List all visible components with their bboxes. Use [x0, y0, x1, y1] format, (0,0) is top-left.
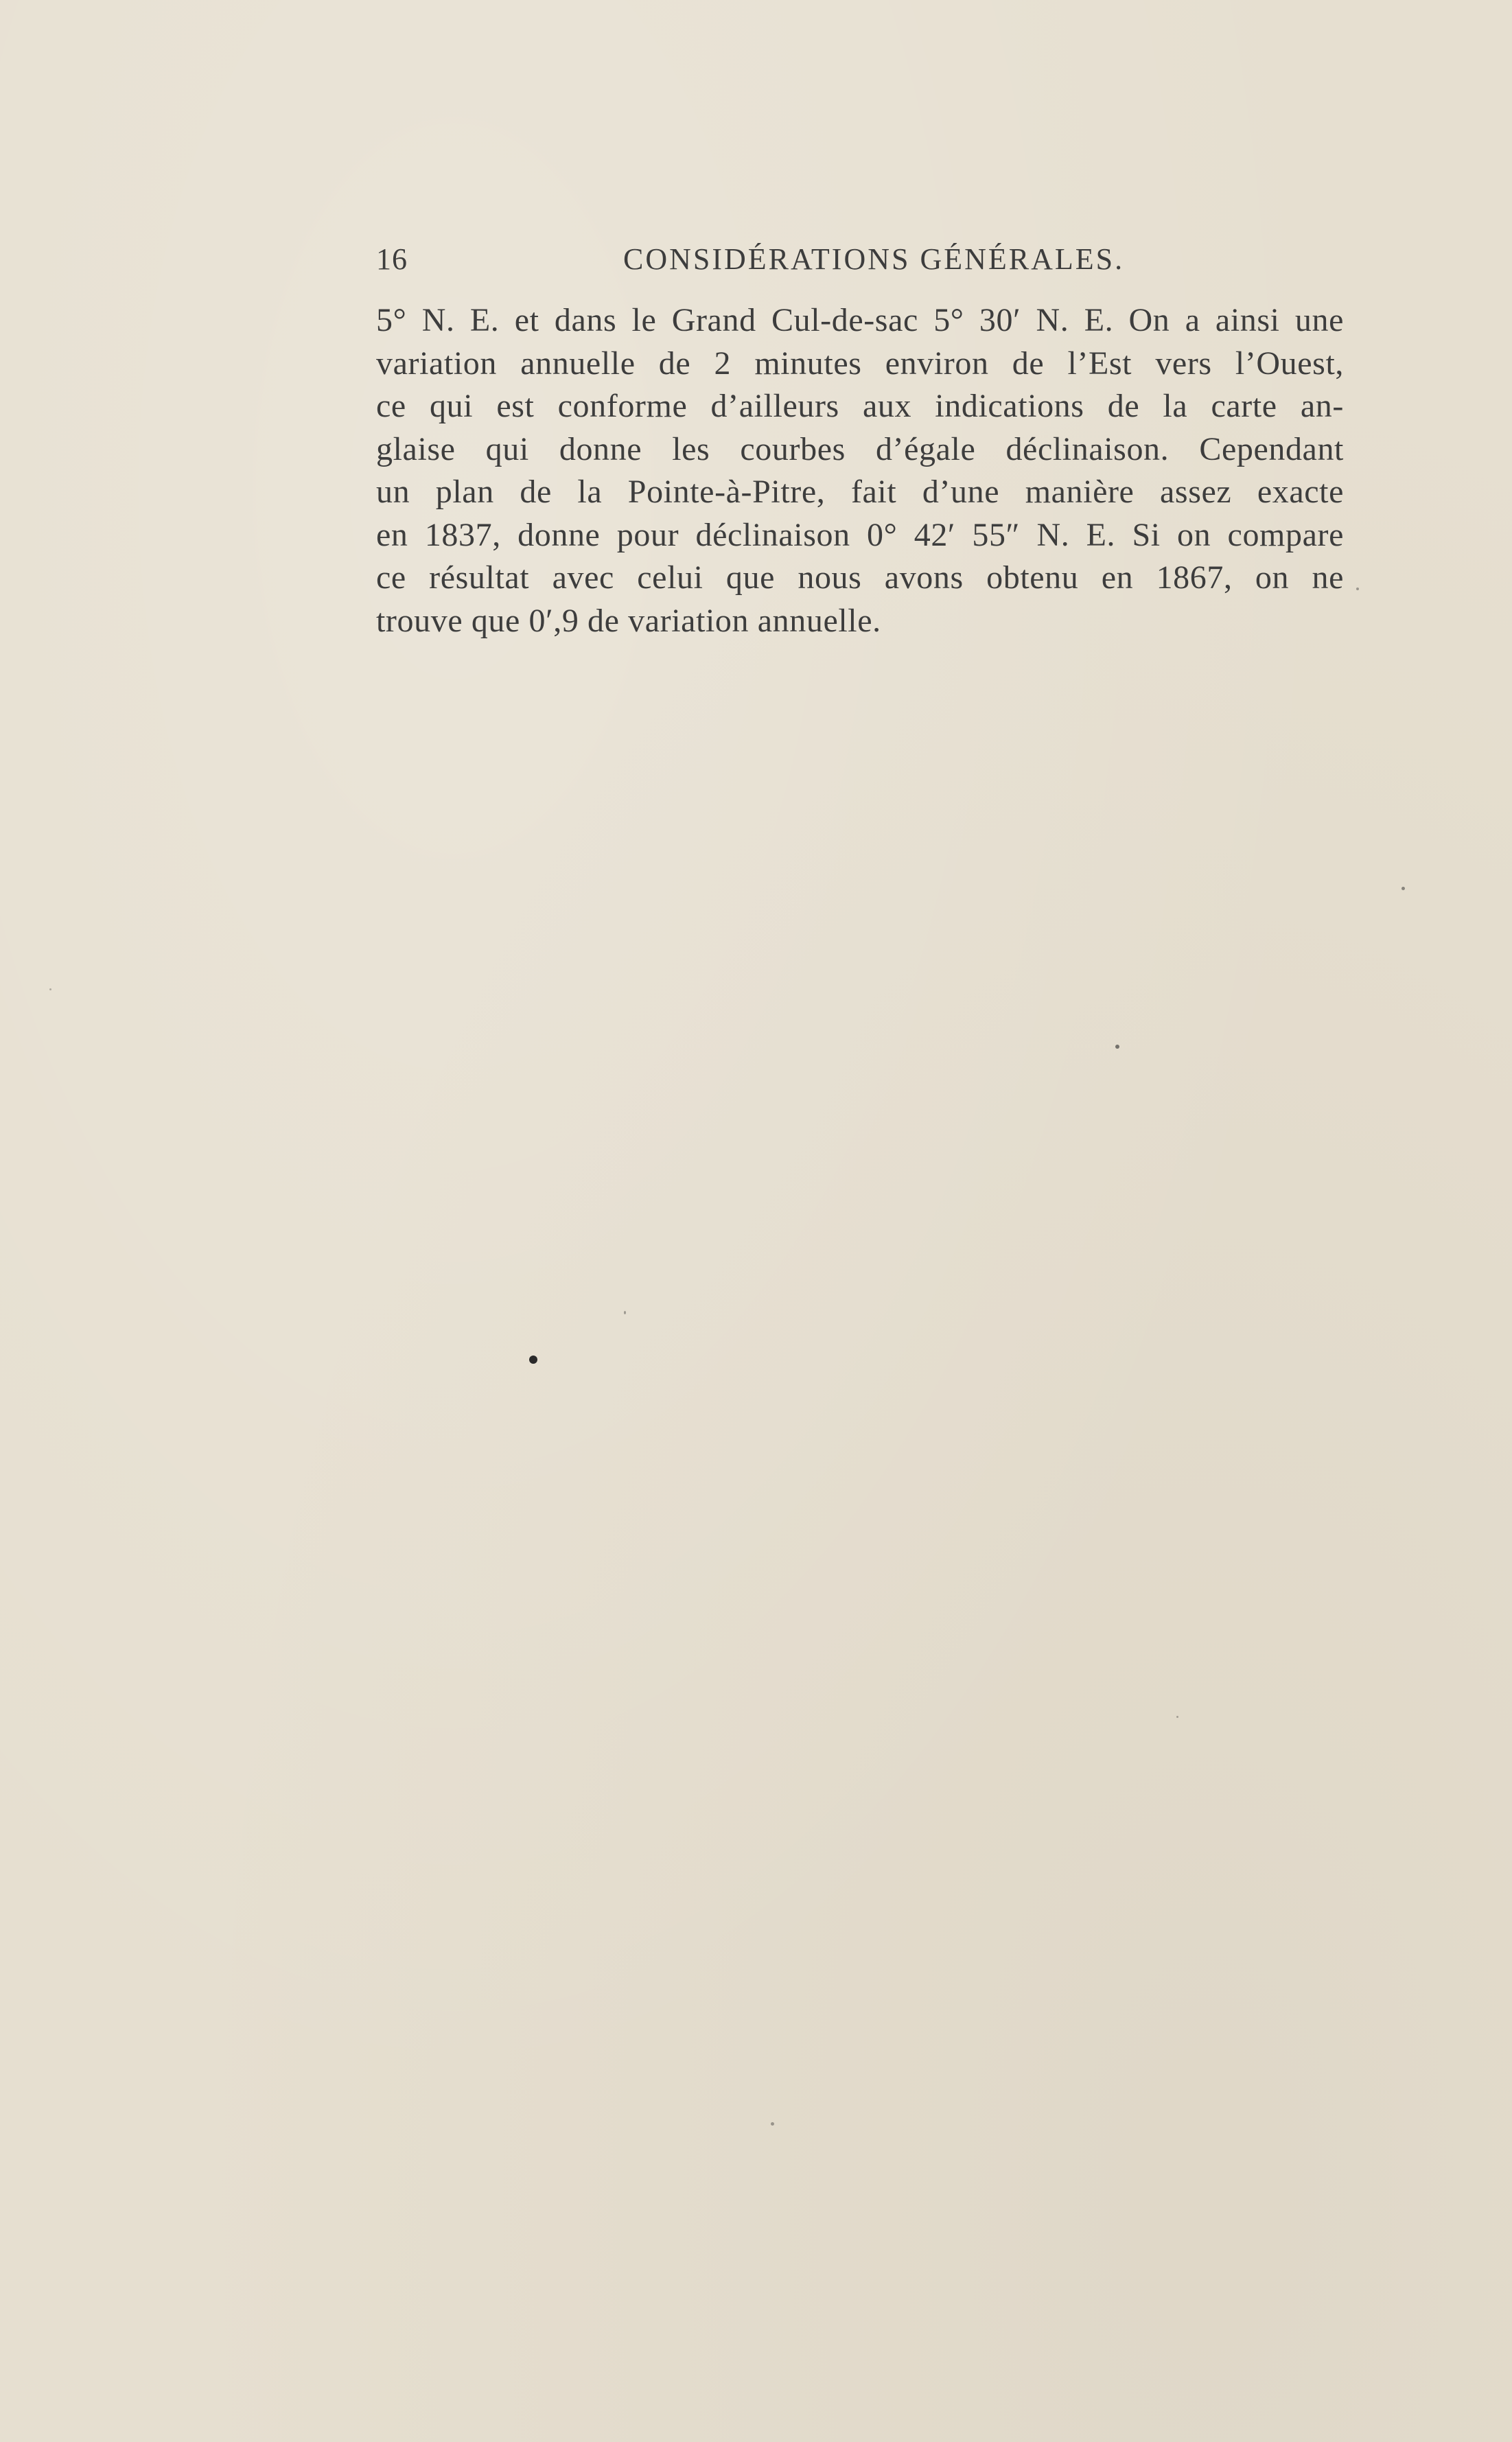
paper-speck	[49, 988, 51, 990]
paper-speck	[1115, 1045, 1119, 1049]
running-title: CONSIDÉRATIONS GÉNÉRALES.	[623, 242, 1125, 276]
text-line: ce résultat avec celui que nous avons obtenu en 1867, on ne	[376, 559, 1344, 596]
text-line: 5° N. E. et dans le Grand Cul-de-sac 5° 30′ N. E. On a ainsi une	[376, 302, 1344, 338]
paper-speck	[771, 2122, 774, 2126]
paper-speck	[624, 1311, 626, 1314]
paper-speck	[529, 1356, 537, 1364]
paper-speck	[1176, 1716, 1178, 1718]
body-paragraph	[376, 299, 1344, 642]
paper-speck	[1401, 887, 1405, 890]
page-number: 16	[376, 242, 408, 276]
text-line: variation annuelle de 2 minutes environ de l’Est vers l’Ouest,	[376, 345, 1344, 382]
text-line: un plan de la Pointe-à-Pitre, fait d’une manière assez exacte	[376, 474, 1344, 510]
page-header	[376, 242, 1351, 283]
text-line: trouve que 0′,9 de variation annuelle.	[376, 602, 881, 639]
paper-speck	[1356, 588, 1359, 590]
text-line: glaise qui donne les courbes d’égale déclinaison. Cependant	[376, 430, 1344, 467]
text-line: en 1837, donne pour déclinaison 0° 42′ 55″ N. E. Si on compare	[376, 516, 1344, 553]
text-line: ce qui est conforme d’ailleurs aux indications de la carte an-	[376, 388, 1344, 424]
